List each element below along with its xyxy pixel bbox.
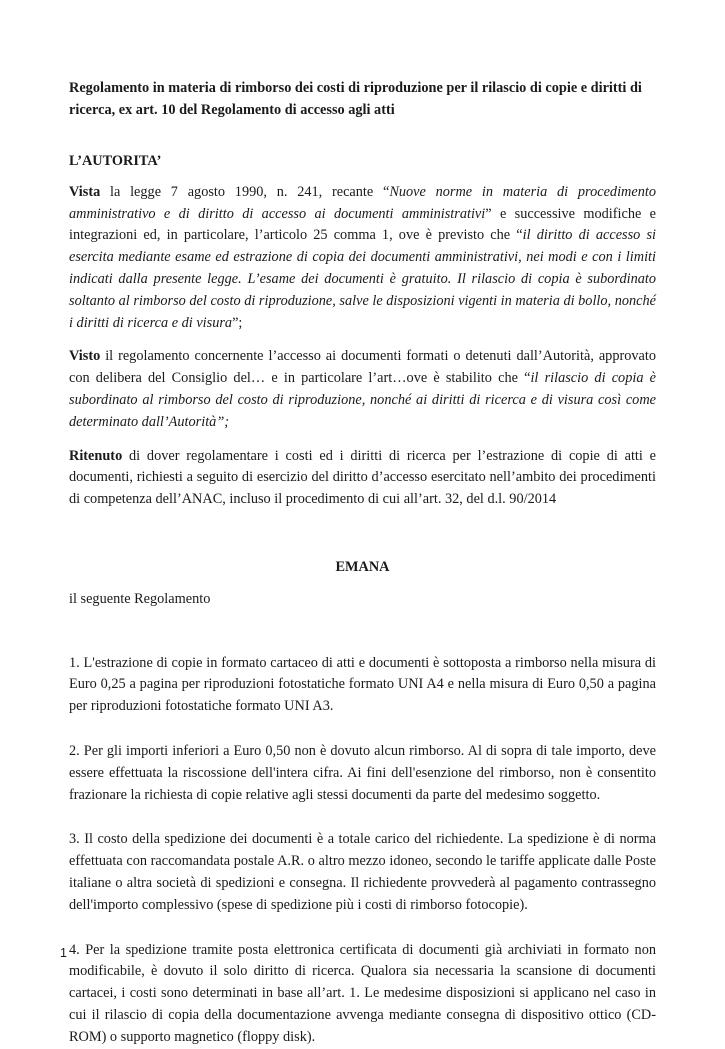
page-number: 1 (60, 946, 67, 960)
document-title: Regolamento in materia di rimborso dei costi di riproduzione per il rilascio di copie e diritti di ricerca, ex art. 10 del Regolamento di accesso agli atti (69, 80, 642, 118)
ritenuto-lead: Ritenuto (69, 447, 123, 464)
article-4: 4. Per la spedizione tramite posta elettronica certificata di documenti già archiviati in formato non modificabile, è dovuto il solo diritto di ricerca. Qualora sia necessaria la scansione di documenti cartacei, i costi sono determinati in base all’art. 1. Le medesime disposizioni si applicano nel caso in cui il rilascio di copia della documentazione avvenga mediante consegna di dispositivo ottico (CD-ROM) o supporto magnetico (floppy disk). (69, 941, 656, 1045)
ritenuto-paragraph: Ritenuto di dover regolamentare i costi ed i diritti di ricerca per l’estrazione di copie di atti e documenti, richiesti a seguito di esercizio del diritto d’accesso esercitato nell’ambito dei procedimenti di competenza dell’ANAC, incluso il procedimento di cui all’art. 32, del d.l. 90/2014 (69, 447, 656, 508)
document-page (69, 78, 656, 1049)
article-3: 3. Il costo della spedizione dei documenti è a totale carico del richiedente. La spedizione è di norma effettuata con raccomandata postale A.R. o altro mezzo idoneo, secondo le tariffe applicate dalle Poste italiane o altra società di spedizioni e consegna. Il richiedente provvederà al pagamento contrassegno dell'importo complessivo (spese di spedizione più i costi di rimborso fotocopie). (69, 831, 656, 913)
visto-lead: Visto (69, 348, 101, 365)
vista-lead: Vista (69, 183, 101, 200)
emana-heading: EMANA (335, 558, 390, 575)
article-1: 1. L'estrazione di copie in formato cartaceo di atti e documenti è sottoposta a rimborso nella misura di Euro 0,25 a pagina per riproduzioni fotostatiche formato UNI A4 e nella misura di Euro 0,50 a pagina per riproduzioni fotostatiche formato UNI A3. (69, 654, 656, 715)
intro-line: il seguente Regolamento (69, 590, 211, 607)
vista-paragraph: Vista la legge 7 agosto 1990, n. 241, recante “Nuove norme in materia di procedimento amministrativo e di diritto di accesso ai documenti amministrativi” e successive modifiche e integrazioni ed, in particolare, l’articolo 25 comma 1, ove è previsto che “il diritto di accesso si esercita mediante esame ed estrazione di copia dei documenti amministrativi, nei modi e con i limiti indicati dalla presente legge. L’esame dei documenti è gratuito. Il rilascio di copia è subordinato soltanto al rimborso del costo di riproduzione, salve le disposizioni vigenti in materia di bollo, nonché i diritti di ricerca e di visura”; (69, 183, 657, 331)
visto-paragraph: Visto il regolamento concernente l’accesso ai documenti formati o detenuti dall’Autorità, approvato con delibera del Consiglio del… e in particolare l’art…ove è stabilito che “il rilascio di copia è subordinato al rimborso del costo di riproduzione, nonché ai diritti di ricerca e di visura così come determinato dall’Autorità”; (69, 348, 656, 430)
authority-heading: L’AUTORITA’ (69, 153, 162, 169)
article-2: 2. Per gli importi inferiori a Euro 0,50 non è dovuto alcun rimborso. Al di sopra di tale importo, deve essere effettuata la riscossione dell'intera cifra. Ai fini dell'esenzione del rimborso, non è consentito frazionare la richiesta di copie relative agli stessi documenti da parte del medesimo soggetto. (69, 742, 656, 803)
